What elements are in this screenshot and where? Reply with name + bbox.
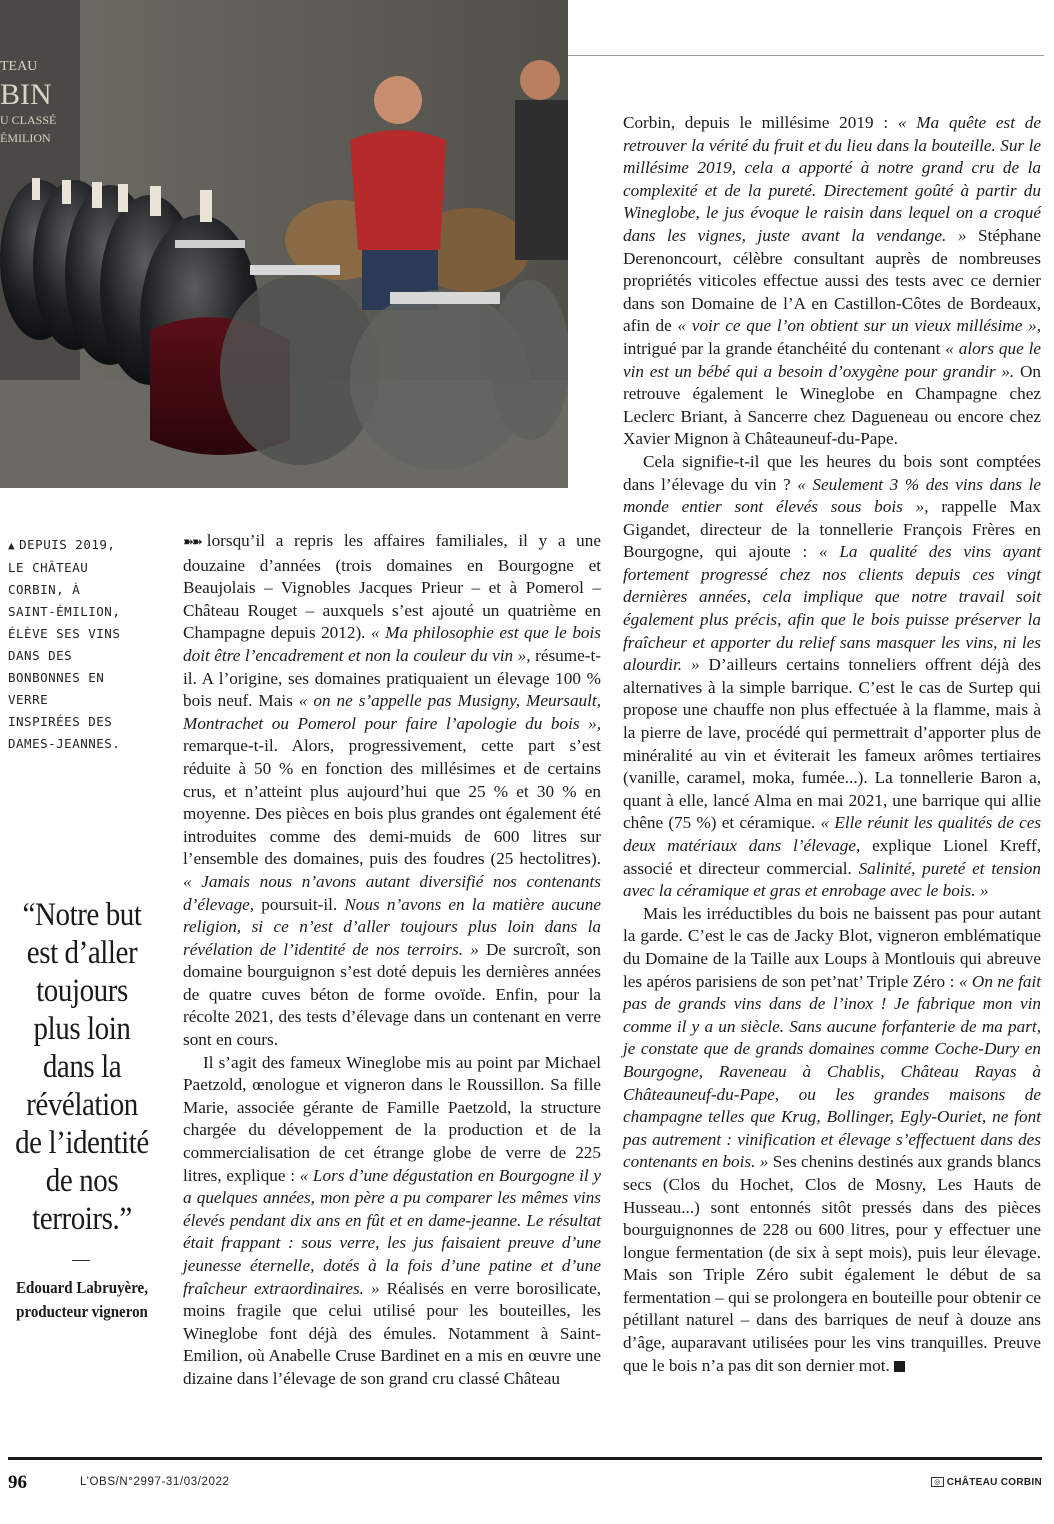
article-photo (0, 0, 568, 488)
sign-line-3: U CLASSÉ (0, 113, 57, 127)
italic-quote-run: « Lors d’une dégustation en Bourgogne il y a quelques années, mon père a pu comparer les mêmes vins élevés pendant dix ans en fût et en dame-jeanne. Le résultat était frappant : sous verre, les jus faisaient preuve d’une jeunesse éternelle, dotés à la fois d’une patine et d’une fraîcheur extraordinaires. » (183, 1165, 601, 1298)
text-run: Cela signifie-t-il que les heures du bois sont comptées dans l’élevage du vin ? (623, 451, 1041, 494)
camera-icon: ◎ (931, 1477, 943, 1487)
italic-quote-run: « voir ce que l’on obtient sur un vieux millésime », (677, 316, 1041, 336)
text-run: Réalisés en verre borosilicate, moins fragile que celui utilisé pour les bouteilles, les Wineglobe font déjà des émules. Notamment à Saint-Emilion, où Anabelle Cruse Bardinet en a mis en œuvre une dizaine dans l’élevage de son grand cru classé Château (183, 1278, 602, 1388)
italic-quote-run: « Jamais nous n’avons autant diversifié nos contenants d’élevage, (183, 871, 601, 914)
continuation-arrow-icon: ➽➽ (183, 535, 201, 550)
publication-info: L’OBS/N°2997-31/03/2022 (80, 1476, 230, 1488)
top-rule (568, 55, 1044, 56)
triangle-up-icon: ▲ (8, 539, 16, 552)
sign-line-4: ÉMILION (0, 131, 51, 145)
article-column-2 (183, 530, 601, 1391)
italic-quote-run: « On ne fait pas de grands vins dans de l’inox ! Je fabrique mon vin comme il y a un siècle. Sans aucune forfanterie de ma part, je constate que de grands domaines comme Coche-Dury en Bourgogne, Raveneau à Chablis, Château Rayas à Châteauneuf-du-Pape, ou les grandes maisons de champagne telles que Krug, Bollinger, Egly-Ouriet, ne font pas autrement : vinification et élevage s’effectuent dans des contenants en bois. » (623, 971, 1041, 1172)
text-run: rappelle Max Gigandet, directeur de la tonnellerie François Frères en Bourgogne, qui ajoute : (623, 497, 1041, 562)
text-run: résume-t-il. A l’origine, ses domaines pratiquaient un élevage 100 % bois neuf. Mais (183, 645, 601, 711)
paragraph (183, 1052, 601, 1391)
paragraph (623, 451, 1041, 903)
text-run: On retrouve également le Wineglobe en Champagne chez Leclerc Briant, à Sancerre chez Dagueneau ou encore chez Xavier Mignon à Châteauneuf-du-Pape. (623, 361, 1041, 449)
pull-quote-dash (72, 1260, 90, 1261)
text-run: Il s’agit des fameux Wineglobe mis au point par Michael Paetzold, œnologue et vigneron dans le Roussillon. Sa fille Marie, associée gérante de Famille Paetzold, la structure chargée du développement de la production et de la commercialisation de cet étrange globe de verre de 225 litres, explique : (183, 1052, 601, 1185)
paragraph (183, 530, 601, 1052)
paragraph (623, 112, 1041, 451)
italic-quote-run: « Ma quête est de retrouver la vérité du fruit et du lieu dans la bouteille. Sur le millésime 2019, cela a apporté à notre grand cru de la complexité et de la pureté. Directement goûté à partir du Wineglobe, le jus évoque le raisin dans lequel on a croqué dans les vignes, juste avant la vendange. » (623, 113, 1041, 245)
paragraph-runs (623, 904, 1041, 1375)
footer-rule (8, 1457, 1042, 1460)
paragraph-runs (623, 113, 1041, 448)
paragraph-runs (183, 1053, 601, 1388)
italic-quote-run: « Elle réunit les qualités de ces deux matériaux dans l’élevage, (623, 813, 1042, 855)
text-run: Mais les irréductibles du bois ne baissent pas pour autant la garde. C’est le cas de Jacky Blot, vigneron emblématique du Domaine de la Taille aux Loups à Montlouis qui abreuve les apéros parisiens de son pet’nat’ Triple Zéro : (623, 903, 1041, 991)
cellar-photo-illustration (0, 0, 568, 488)
italic-quote-run: « Seulement 3 % des vins dans le monde entier sont élevés sous bois », (623, 474, 1041, 517)
article-column-3 (623, 112, 1041, 1377)
text-run: lorsqu’il a repris les affaires familiales, il y a une douzaine d’années (trois domaines en Bourgogne et Beaujolais – Vignobles Jacques Prieur – et à Pomerol – Château Rouget – auxquels s’est ajouté un quatrième en Champagne depuis 2012). (183, 531, 601, 643)
italic-quote-run: « La qualité des vins ayant fortement progressé chez nos clients depuis ces vingt dernières années, cela implique que notre travail soit également plus précis, afin que le bois puisse préserver la fraîcheur et apporter du relief sans masquer les vins, ni les alourdir. » (623, 542, 1041, 675)
text-run: explique Lionel Kreff, associé et directeur commercial. (623, 836, 1041, 878)
photo-credit-text: CHÂTEAU CORBIN (946, 1477, 1042, 1488)
pull-quote: “Notre but est d’aller toujours plus loin dans la révélation de l’identité de nos terroirs.” (15, 897, 149, 1237)
italic-quote-run: Salinité, pureté et tension avec la céramique et gras et enrobage avec le bois. » (623, 858, 1041, 901)
photo-caption (8, 534, 128, 755)
paragraph-runs (183, 531, 601, 1049)
sign-line-2: BIN (0, 78, 52, 111)
text-run: poursuit-il. (261, 894, 345, 914)
text-run: D’ailleurs certains tonneliers offrent déjà des alternatives à la simple barrique. C’est le cas de Surtep qui propose une chauffe non plus effectuée à la flamme, mais à la pierre de lave, procédé qui permettrait d’apporter plus de minéralité au vin et éviterait les fameux arômes tertiaires (vanille, caramel, moka, fumée...). La tonnellerie Baron a, quant à elle, lancé Alma en mai 2021, une barrique qui allie chêne (75 %) et céramique. (623, 655, 1041, 833)
italic-quote-run: « Ma philosophie est que le bois doit être l’encadrement et non la couleur du vin », (183, 623, 601, 665)
text-run: Corbin, depuis le millésime 2019 : (623, 113, 898, 132)
sign-line-1: TEAU (0, 59, 38, 74)
end-of-article-mark (894, 1361, 905, 1372)
text-run: remarque-t-il. Alors, progressivement, cette part s’est réduite à 50 % en fonction des millésimes et de certains crus, et n’atteint plus aujourd’hui que 25 % et 30 % en moyenne. Des pièces en bois plus grandes ont également été introduites comme des demi-muids de 600 litres sur l’ensemble des domaines, puis des foudres (25 hectolitres). (183, 736, 601, 869)
text-run: De surcroît, son domaine bourguignon s’est doté depuis les dernières années de quatre cuves béton de forme ovoïde. Enfin, pour la récolte 2021, des tests d’élevage dans un contenant en verre sont en cours. (183, 939, 602, 1050)
italic-quote-run: Nous n’avons en la matière aucune religion, si ce n’est d’aller toujours plus loin dans la révélation de l’identité de nos terroirs. » (183, 894, 601, 959)
italic-quote-run: « alors que le vin est un bébé qui a besoin d’oxygène pour grandir ». (623, 338, 1042, 381)
text-run: intrigué par la grande étanchéité du contenant (623, 338, 946, 358)
text-run: Ses chenins destinés aux grands blancs secs (Clos du Hochet, Clos de Mosny, Les Hauts de Husseau...) sont entonnés sitôt pressés dans des pièces bourguignonnes de 228 ou 600 litres, pour y effectuer une longue fermentation (de six à sept mois), puis leur élevage. Mais son Triple Zéro subit également le début de sa fermentation – qui se prolongera en bouteille pour obtenir ce pétillant naturel – dans des barriques de neuf à douze ans d’âge, auparavant utilisées pour les vins tranquilles. Preuve que le bois n’a pas dit son dernier mot. (623, 1152, 1041, 1375)
page-number: 96 (8, 1472, 27, 1493)
pull-quote-attribution: Edouard Labruyère, producteur vigneron (16, 1278, 148, 1321)
italic-quote-run: « on ne s’appelle pas Musigny, Meursault, Montrachet ou Pomerol pour faire l’apologie du bois », (183, 691, 601, 733)
paragraph (623, 903, 1041, 1377)
text-run: Stéphane Derenoncourt, célèbre consultant auprès de nombreuses propriétés viticoles effectue aussi des tests avec ce dernier dans son Domaine de l’A en Castillon-Côtes de Bordeaux, afin de (623, 225, 1041, 336)
photo-credit (931, 1477, 1042, 1488)
paragraph-runs (623, 452, 1041, 900)
caption-text: DEPUIS 2019, LE CHÂTEAU CORBIN, À SAINT-ÉMILION, ÉLÈVE SES VINS DANS DES BONBONNES EN VERRE INSPIRÉES DES DAMES-JEANNES. (8, 537, 121, 751)
